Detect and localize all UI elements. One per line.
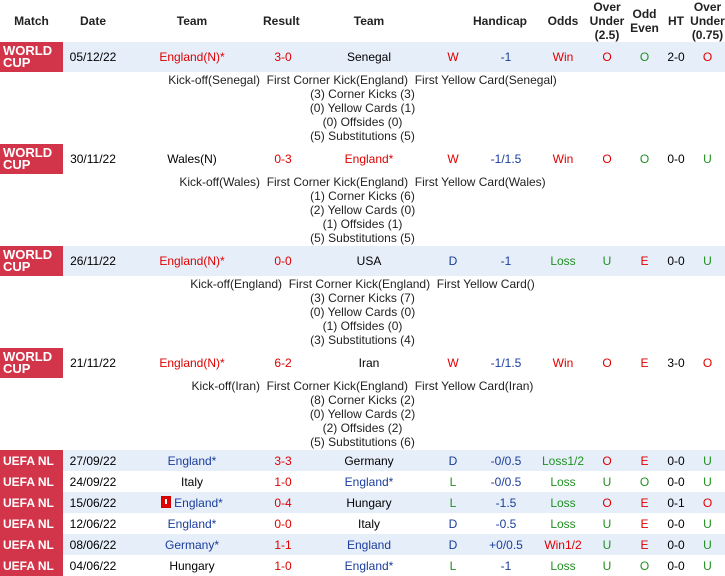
result-wl: L [433,555,473,576]
competition-badge[interactable]: WORLD CUP [0,144,63,174]
score: 1-0 [261,471,305,492]
match-date: 08/06/22 [63,534,123,555]
match-events-line: Kick-off(Senegal) First Corner Kick(England) First Yellow Card(Senegal) [168,73,557,87]
handicap-value: -1.5 [473,492,539,513]
score: 1-0 [261,555,305,576]
home-team-name: Hungary [169,558,215,573]
odd-even: O [627,144,662,174]
match-row [0,555,725,576]
half-time-score: 0-0 [662,555,690,576]
col-handicap: Handicap [473,0,539,42]
home-team[interactable] [123,144,261,174]
match-events-line: Kick-off(England) First Corner Kick(England) First Yellow Card() [190,277,535,291]
stat-line: (3) Corner Kicks (7) [310,291,415,305]
competition-badge[interactable]: WORLD CUP [0,42,63,72]
half-time-score: 0-0 [662,246,690,276]
over-under-075: O [690,492,725,513]
stat-line: (3) Corner Kicks (3) [310,87,415,101]
score: 0-0 [261,246,305,276]
competition-badge[interactable]: UEFA NL [0,450,63,471]
over-under-075: U [690,513,725,534]
odds-result: Win [539,348,587,378]
away-team[interactable]: Hungary [305,492,433,513]
handicap-value: -1 [473,555,539,576]
home-team-name: Wales(N) [167,152,217,166]
handicap-value: -1 [473,42,539,72]
away-team[interactable]: England* [305,144,433,174]
match-stats [0,378,725,450]
match-date: 26/11/22 [63,246,123,276]
match-row [0,471,725,492]
over-under: O [587,42,627,72]
away-team[interactable]: England [305,534,433,555]
score: 3-3 [261,450,305,471]
match-detail-row [0,378,725,450]
over-under-075: U [690,471,725,492]
home-team-name: England(N)* [159,50,225,64]
over-under-075: O [690,348,725,378]
half-time-score: 0-0 [662,471,690,492]
match-row [0,450,725,471]
red-card-icon [161,496,171,508]
home-team[interactable] [123,492,261,513]
over-under: U [587,246,627,276]
home-team-name: Italy [180,474,203,489]
odd-even: O [627,42,662,72]
match-stats [0,72,725,144]
odd-even: O [627,471,662,492]
col-team-away: Team [305,0,433,42]
stat-line: (1) Offsides (0) [322,319,403,333]
half-time-score: 0-1 [662,492,690,513]
stat-line: (3) Substitutions (4) [310,333,415,347]
home-team[interactable] [123,513,261,534]
over-under: O [587,348,627,378]
match-row [0,492,725,513]
match-date: 21/11/22 [63,348,123,378]
odds-result: Loss [539,513,587,534]
competition-badge[interactable]: WORLD CUP [0,348,63,378]
competition-badge[interactable]: WORLD CUP [0,246,63,276]
match-row [0,348,725,378]
away-team[interactable]: Germany [305,450,433,471]
match-stats [0,174,725,246]
over-under: O [587,450,627,471]
col-odds: Odds [539,0,587,42]
odd-even: E [627,450,662,471]
away-team[interactable]: England* [305,555,433,576]
handicap-value: -0/0.5 [473,450,539,471]
competition-badge[interactable]: UEFA NL [0,513,63,534]
stat-line: (2) Yellow Cards (0) [309,203,416,217]
stat-line: (8) Corner Kicks (2) [310,393,415,407]
match-events-line: Kick-off(Wales) First Corner Kick(England) First Yellow Card(Wales) [179,175,546,189]
result-wl: D [433,450,473,471]
over-under: O [587,492,627,513]
over-under: U [587,471,627,492]
result-wl: W [433,348,473,378]
stat-line: (0) Offsides (0) [322,115,403,129]
stat-line: (5) Substitutions (5) [310,129,415,143]
match-detail-row [0,72,725,144]
handicap-value: -1/1.5 [473,144,539,174]
home-team[interactable] [123,555,261,576]
over-under-075: O [690,42,725,72]
competition-badge[interactable]: UEFA NL [0,534,63,555]
odds-result: Win [539,42,587,72]
half-time-score: 0-0 [662,144,690,174]
half-time-score: 0-0 [662,513,690,534]
match-row [0,144,725,174]
col-result: Result [261,0,305,42]
home-team-name: Germany* [164,537,220,552]
competition-badge[interactable]: UEFA NL [0,471,63,492]
over-under: U [587,555,627,576]
home-team-name: England(N)* [159,254,225,268]
result-wl: L [433,492,473,513]
handicap-value: -1 [473,246,539,276]
odd-even: E [627,534,662,555]
over-under: O [587,144,627,174]
over-under-075: U [690,555,725,576]
home-team[interactable] [123,348,261,378]
match-row [0,42,725,72]
over-under-075: U [690,144,725,174]
home-team[interactable] [123,450,261,471]
col-odd-even: Odd Even [627,0,662,42]
stat-line: (5) Substitutions (6) [310,435,415,449]
stat-line: (0) Yellow Cards (2) [309,407,416,421]
over-under: U [587,534,627,555]
odds-result: Win1/2 [539,534,587,555]
stat-line: (0) Yellow Cards (1) [309,101,416,115]
match-row [0,246,725,276]
score: 6-2 [261,348,305,378]
over-under: U [587,513,627,534]
match-date: 05/12/22 [63,42,123,72]
over-under-075: U [690,450,725,471]
result-wl: D [433,513,473,534]
result-wl: D [433,534,473,555]
col-over-under-075: Over Under (0.75) [690,0,725,42]
match-date: 15/06/22 [63,492,123,513]
handicap-value: -0/0.5 [473,471,539,492]
home-team[interactable] [123,42,261,72]
odds-result: Loss [539,471,587,492]
odds-result: Loss1/2 [539,450,587,471]
half-time-score: 2-0 [662,42,690,72]
match-row [0,513,725,534]
odd-even: E [627,348,662,378]
home-team[interactable] [123,534,261,555]
match-date: 12/06/22 [63,513,123,534]
away-team[interactable]: Italy [305,513,433,534]
stat-line: (2) Offsides (2) [322,421,403,435]
handicap-value: -1/1.5 [473,348,539,378]
handicap-value: +0/0.5 [473,534,539,555]
stat-line: (1) Offsides (1) [322,217,403,231]
col-wl [433,0,473,42]
results-body [0,42,725,576]
home-team-name: England* [167,453,217,468]
odd-even: E [627,492,662,513]
home-team-name: England* [167,516,217,531]
score: 0-0 [261,513,305,534]
odds-result: Win [539,144,587,174]
away-team[interactable]: USA [305,246,433,276]
half-time-score: 3-0 [662,348,690,378]
result-wl: D [433,246,473,276]
col-ht: HT [662,0,690,42]
half-time-score: 0-0 [662,534,690,555]
match-date: 27/09/22 [63,450,123,471]
odds-result: Loss [539,492,587,513]
handicap-value: -0.5 [473,513,539,534]
odd-even: O [627,555,662,576]
match-detail-row [0,174,725,246]
score: 1-1 [261,534,305,555]
odds-result: Loss [539,555,587,576]
score: 0-4 [261,492,305,513]
stat-line: (1) Corner Kicks (6) [310,189,415,203]
match-date: 04/06/22 [63,555,123,576]
match-date: 30/11/22 [63,144,123,174]
away-team[interactable]: Senegal [305,42,433,72]
match-date: 24/09/22 [63,471,123,492]
home-team[interactable] [123,471,261,492]
odd-even: E [627,513,662,534]
home-team[interactable] [123,246,261,276]
stat-line: (0) Yellow Cards (0) [309,305,416,319]
over-under-075: U [690,534,725,555]
over-under-075: U [690,246,725,276]
col-match: Match [0,0,63,42]
home-team-name: England* [174,495,223,510]
away-team[interactable]: Iran [305,348,433,378]
competition-badge[interactable]: UEFA NL [0,555,63,576]
result-wl: W [433,144,473,174]
match-detail-row [0,276,725,348]
competition-badge[interactable]: UEFA NL [0,492,63,513]
col-date: Date [63,0,123,42]
score: 3-0 [261,42,305,72]
home-team-name: England(N)* [159,356,225,370]
header-row [0,0,725,42]
odd-even: E [627,246,662,276]
match-stats [0,276,725,348]
score: 0-3 [261,144,305,174]
result-wl: W [433,42,473,72]
stat-line: (5) Substitutions (5) [310,231,415,245]
result-wl: L [433,471,473,492]
half-time-score: 0-0 [662,450,690,471]
match-row [0,534,725,555]
col-team-home: Team [123,0,261,42]
col-over-under: Over Under (2.5) [587,0,627,42]
away-team[interactable]: England* [305,471,433,492]
match-events-line: Kick-off(Iran) First Corner Kick(England) First Yellow Card(Iran) [191,379,534,393]
odds-result: Loss [539,246,587,276]
